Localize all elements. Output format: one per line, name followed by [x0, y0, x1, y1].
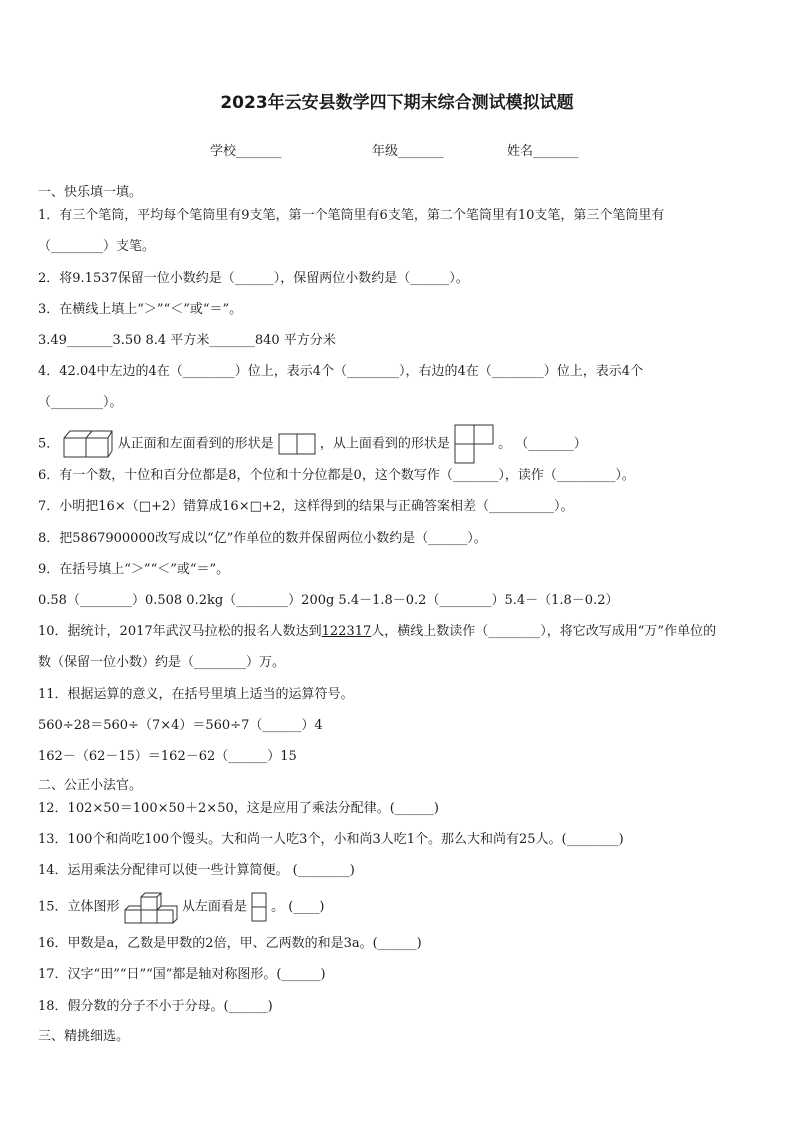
- solid-figure-icon: [124, 890, 178, 924]
- question-8: 8．把5867900000改写成以“亿”作单位的数并保留两位小数约是（______）。: [38, 531, 487, 546]
- section-heading-3: 三、精挑细选。: [38, 1029, 130, 1044]
- question-16: 16．甲数是a，乙数是甲数的2倍，甲、乙两数的和是3a。(______): [38, 936, 422, 951]
- question-10-text-end: 人，横线上数读作（________），将它改写成用“万”作单位的: [371, 624, 717, 639]
- question-17: 17．汉字“田”“日”“国”都是轴对称图形。(______): [38, 967, 326, 982]
- question-4-line-2: （________）。: [38, 395, 123, 410]
- name-field[interactable]: 姓名_______: [507, 144, 579, 159]
- question-9-items: 0.58（________）0.508 0.2kg（________）200g 5.4－1.8－0.2（________）5.4－（1.8－0.2）: [38, 593, 619, 608]
- question-11-item-a: 560÷28＝560÷（7×4）＝560÷7（______）4: [38, 718, 323, 733]
- question-1-line-1: 1．有三个笔筒，平均每个笔筒里有9支笔，第一个笔筒里有6支笔，第二个笔筒里有10支笔，第三个笔筒里有: [38, 208, 665, 223]
- front-view-icon: [278, 433, 316, 455]
- question-15-text-end: 。 (____): [271, 899, 325, 915]
- school-field[interactable]: 学校_______: [210, 144, 282, 159]
- question-9: 9．在括号填上“＞”“＜”或“＝”。: [38, 562, 230, 577]
- question-3: 3．在横线上填上“＞”“＜”或“＝”。: [38, 302, 243, 317]
- question-1-line-2: （________）支笔。: [38, 239, 156, 254]
- left-view-icon: [251, 892, 267, 922]
- question-12: 12．102×50＝100×50＋2×50，这是应用了乘法分配律。(______): [38, 801, 439, 816]
- question-7: 7．小明把16×（□+2）错算成16×□+2，这样得到的结果与正确答案相差（__________）。: [38, 499, 574, 514]
- question-15-text-mid: 从左面看是: [181, 899, 247, 915]
- question-5-text-top: ，从上面看到的形状是: [319, 436, 450, 452]
- section-heading-2: 二、公正小法官。: [38, 778, 143, 793]
- question-10-line-2: 数（保留一位小数）约是（________）万。: [38, 655, 286, 670]
- top-view-icon: [454, 424, 494, 464]
- question-6: 6．有一个数，十位和百分位都是8，个位和十分位都是0，这个数写作（_______），读作（_________）。: [38, 468, 635, 483]
- section-heading-1: 一、快乐填一填。: [38, 185, 143, 200]
- grade-field[interactable]: 年级_______: [372, 144, 444, 159]
- question-4-line-1: 4．42.04中左边的4在（________）位上，表示4个（________），右边的4在（________）位上，表示4个: [38, 364, 644, 379]
- question-5-text-end: 。 （_______）: [498, 436, 587, 452]
- question-11: 11．根据运算的意义，在括号里填上适当的运算符号。: [38, 687, 354, 702]
- question-13: 13．100个和尚吃100个馒头。大和尚一人吃3个，小和尚3人吃1个。那么大和尚有25人。(________): [38, 832, 624, 847]
- question-10-line-1: [38, 623, 716, 641]
- page-title: 2023年云安县数学四下期末综合测试模拟试题: [220, 93, 574, 113]
- question-11-item-b: 162－（62－15）＝162－62（______）15: [38, 749, 297, 764]
- question-2: 2．将9.1537保留一位小数约是（______），保留两位小数约是（______）。: [38, 271, 469, 286]
- question-15-text-start: 15．立体图形: [38, 899, 120, 915]
- question-10-text-start: 10．据统计，2017年武汉马拉松的报名人数达到: [38, 624, 322, 639]
- question-5-number: 5．: [38, 436, 60, 452]
- question-5: [38, 424, 587, 464]
- cube-figure-icon: [63, 430, 113, 458]
- question-18: 18．假分数的分子不小于分母。(______): [38, 999, 273, 1014]
- question-14: 14．运用乘法分配律可以使一些计算简便。 (________): [38, 863, 355, 878]
- question-15: [38, 890, 324, 924]
- question-5-text-front: 从正面和左面看到的形状是: [117, 436, 274, 452]
- question-3-items: 3.49_______3.50 8.4 平方米_______840 平方分米: [38, 333, 336, 348]
- marathon-number: 122317: [321, 624, 372, 639]
